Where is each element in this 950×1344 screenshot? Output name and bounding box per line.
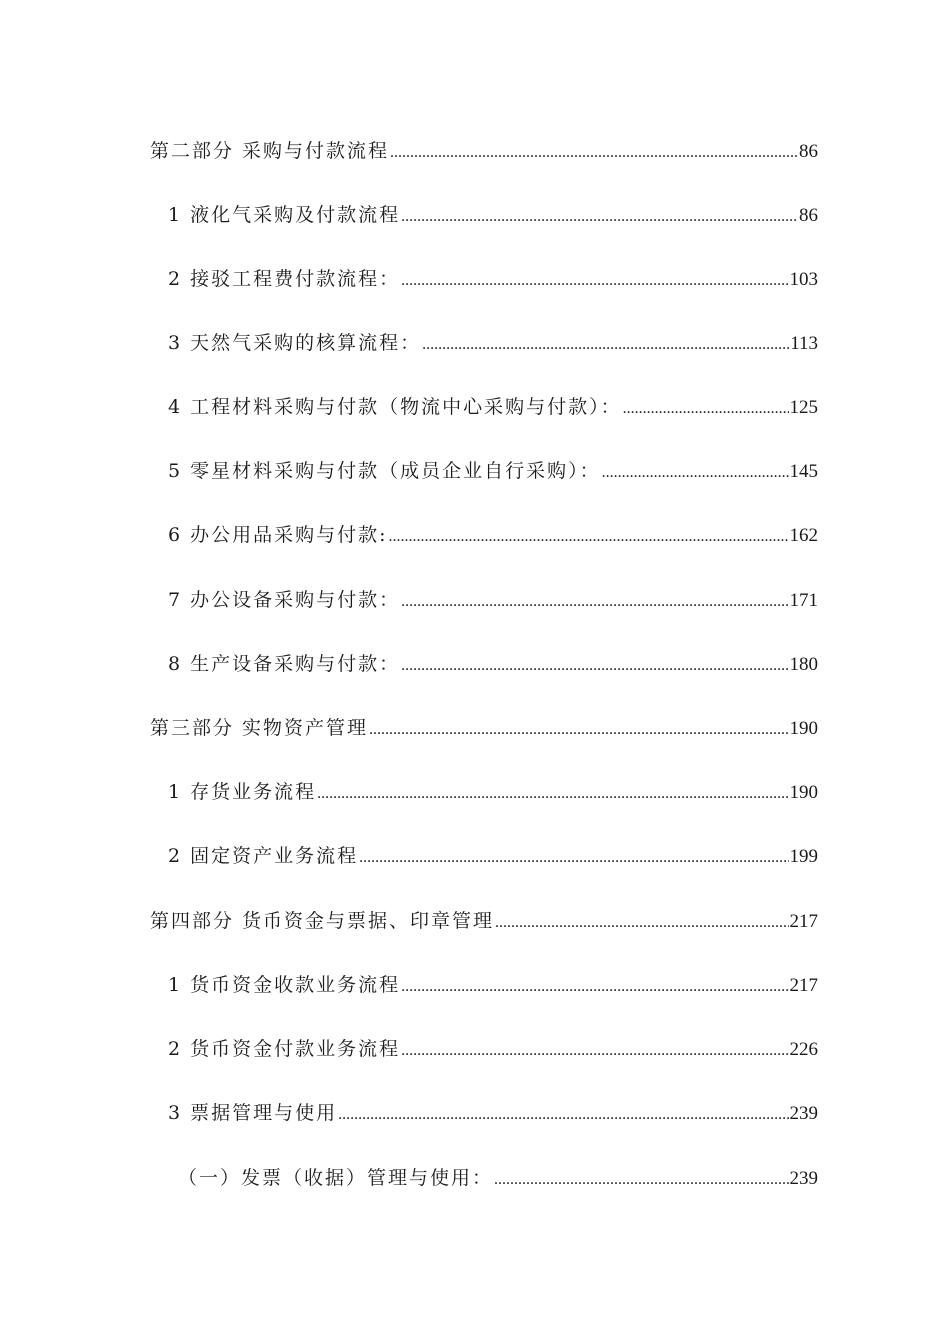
- toc-entry-page: 103: [789, 269, 818, 290]
- toc-entry-page: 125: [789, 397, 818, 418]
- dot-leader: [401, 1036, 788, 1066]
- toc-entry-page: 217: [789, 911, 818, 932]
- toc-entry[interactable]: [168, 200, 818, 230]
- dot-leader: [602, 458, 789, 488]
- toc-entry-page: 226: [789, 1039, 818, 1060]
- toc-entry[interactable]: [168, 1098, 818, 1128]
- toc-entry-title: 第四部分 货币资金与票据、印章管理: [150, 910, 495, 932]
- toc-entry-page: 239: [789, 1103, 818, 1124]
- dot-leader: [401, 651, 788, 681]
- toc-entry-title: 8 生产设备采购与付款：: [168, 653, 401, 675]
- toc-entry[interactable]: [168, 649, 818, 679]
- toc-entry[interactable]: [168, 970, 818, 1000]
- toc-entry[interactable]: [168, 456, 818, 486]
- dot-leader: [401, 266, 788, 296]
- dot-leader: [422, 330, 789, 360]
- dot-leader: [401, 587, 788, 617]
- toc-entry-title: 7 办公设备采购与付款：: [168, 589, 401, 611]
- toc-entry-title: 3 天然气采购的核算流程：: [168, 332, 422, 354]
- toc-entry-title: 3 票据管理与使用: [168, 1102, 338, 1124]
- toc-entry-page: 190: [789, 782, 818, 803]
- toc-entry-page: 86: [799, 141, 818, 162]
- toc-entry-title: 1 存货业务流程: [168, 781, 317, 803]
- toc-entry[interactable]: [168, 392, 818, 422]
- dot-leader: [390, 138, 798, 168]
- dot-leader: [359, 843, 788, 873]
- toc-entry-title: （一）发票（收据）管理与使用：: [178, 1167, 494, 1189]
- toc-entry[interactable]: [168, 841, 818, 871]
- toc-entry-title: 5 零星材料采购与付款（成员企业自行采购）：: [168, 460, 601, 482]
- toc-entry-page: 113: [790, 333, 818, 354]
- dot-leader: [494, 1165, 788, 1195]
- toc-entry-title: 2 货币资金付款业务流程: [168, 1038, 401, 1060]
- toc-entry-page: 180: [789, 654, 818, 675]
- dot-leader: [401, 972, 788, 1002]
- toc-entry[interactable]: [168, 264, 818, 294]
- toc-entry[interactable]: [178, 1163, 818, 1193]
- toc-entry[interactable]: [168, 1034, 818, 1064]
- toc-entry-page: 145: [789, 461, 818, 482]
- toc-entry-title: 2 接驳工程费付款流程：: [168, 268, 401, 290]
- toc-entry-page: 217: [789, 975, 818, 996]
- toc-entry-title: 4 工程材料采购与付款（物流中心采购与付款）：: [168, 396, 622, 418]
- dot-leader: [495, 908, 788, 938]
- dot-leader: [389, 522, 789, 552]
- toc-entry-title: 2 固定资产业务流程: [168, 845, 359, 867]
- toc-entry-title: 1 液化气采购及付款流程: [168, 204, 401, 226]
- dot-leader: [338, 1100, 788, 1130]
- toc-entry[interactable]: [168, 520, 818, 550]
- toc-entry-part-2[interactable]: [150, 136, 818, 166]
- toc-entry-title: 6 办公用品采购与付款:: [168, 524, 388, 546]
- toc-entry-page: 199: [789, 846, 818, 867]
- toc-entry[interactable]: [168, 585, 818, 615]
- dot-leader: [623, 394, 789, 424]
- toc-entry-page: 86: [799, 205, 818, 226]
- toc-entry-part-3[interactable]: [150, 713, 818, 743]
- dot-leader: [401, 202, 798, 232]
- toc-entry-page: 239: [789, 1168, 818, 1189]
- dot-leader: [317, 779, 788, 809]
- toc-entry[interactable]: [168, 328, 818, 358]
- toc-entry-title: 第二部分 采购与付款流程: [150, 140, 390, 162]
- toc-entry[interactable]: [168, 777, 818, 807]
- toc-entry-page: 171: [789, 590, 818, 611]
- toc-entry-part-4[interactable]: [150, 906, 818, 936]
- dot-leader: [369, 715, 788, 745]
- toc-entry-title: 第三部分 实物资产管理: [150, 717, 369, 739]
- toc-entry-page: 190: [789, 718, 818, 739]
- toc-entry-page: 162: [789, 525, 818, 546]
- toc-entry-title: 1 货币资金收款业务流程: [168, 974, 401, 996]
